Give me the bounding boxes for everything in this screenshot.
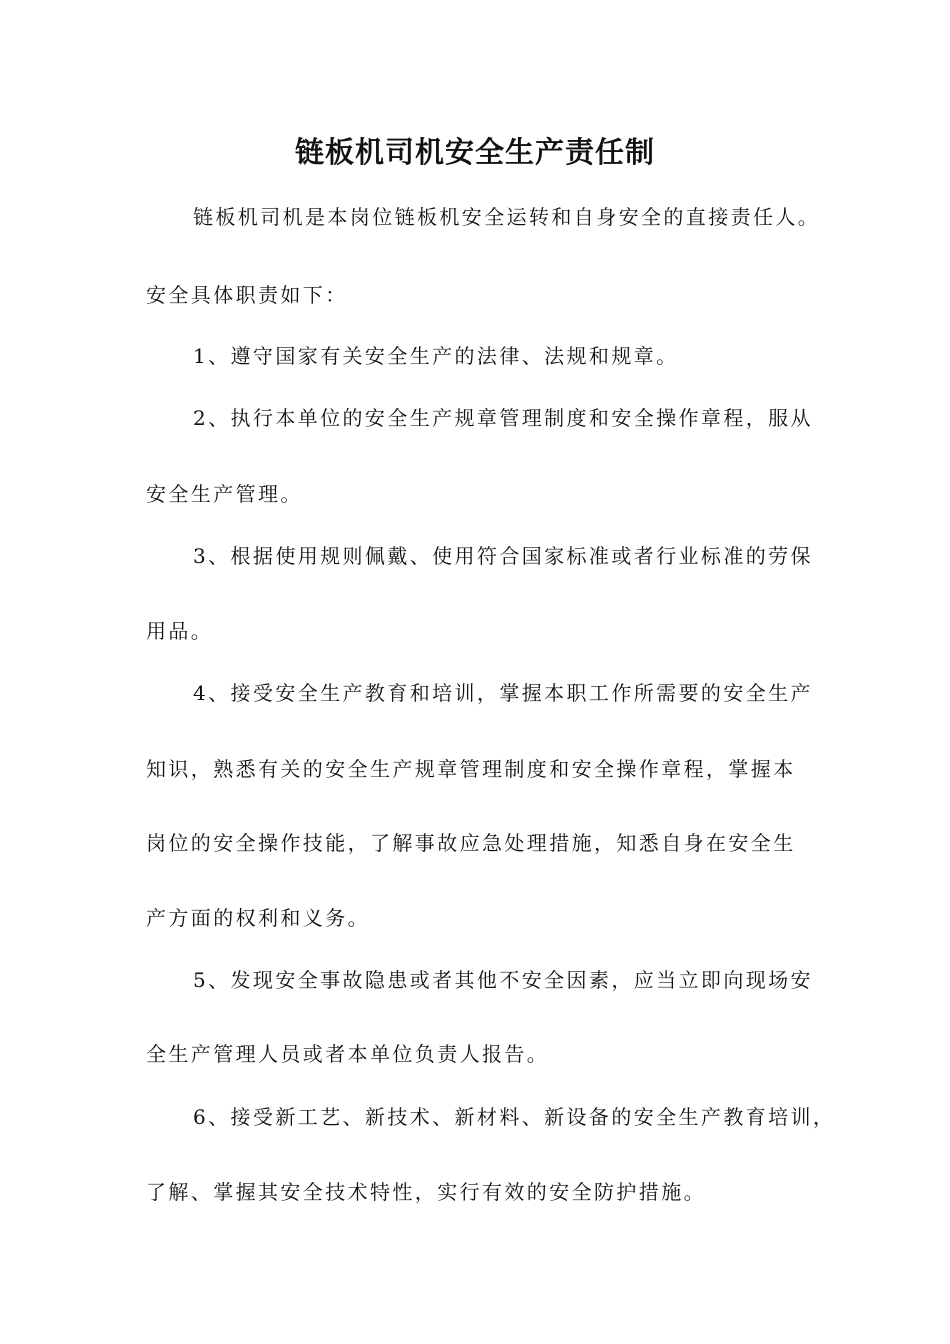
duty-5-line-2: 全生产管理人员或者本单位负责人报告。 xyxy=(146,1042,550,1066)
duty-6-line-2: 了解、掌握其安全技术特性，实行有效的安全防护措施。 xyxy=(146,1180,706,1204)
duty-5-line-1: 5、发现安全事故隐患或者其他不安全因素，应当立即向现场安 xyxy=(193,968,813,992)
duties-heading: 安全具体职责如下： xyxy=(146,283,348,307)
duty-6-line-1: 6、接受新工艺、新技术、新材料、新设备的安全生产教育培训， xyxy=(193,1105,836,1129)
document-title: 链板机司机安全生产责任制 xyxy=(294,135,655,169)
duty-3-line-2: 用品。 xyxy=(146,619,214,643)
duty-2-line-2: 安全生产管理。 xyxy=(146,482,303,506)
duty-1-line-1: 1、遵守国家有关安全生产的法律、法规和规章。 xyxy=(193,344,679,368)
duty-3-line-1: 3、根据使用规则佩戴、使用符合国家标准或者行业标准的劳保 xyxy=(193,544,813,568)
duty-4-line-4: 产方面的权利和义务。 xyxy=(146,906,370,930)
duty-4-line-1: 4、接受安全生产教育和培训，掌握本职工作所需要的安全生产 xyxy=(193,681,813,705)
duty-4-line-2: 知识，熟悉有关的安全生产规章管理制度和安全操作章程，掌握本 xyxy=(146,757,796,781)
intro-line: 链板机司机是本岗位链板机安全运转和自身安全的直接责任人。 xyxy=(193,205,821,229)
duty-2-line-1: 2、执行本单位的安全生产规章管理制度和安全操作章程，服从 xyxy=(193,406,813,430)
duty-4-line-3: 岗位的安全操作技能，了解事故应急处理措施，知悉自身在安全生 xyxy=(146,831,796,855)
